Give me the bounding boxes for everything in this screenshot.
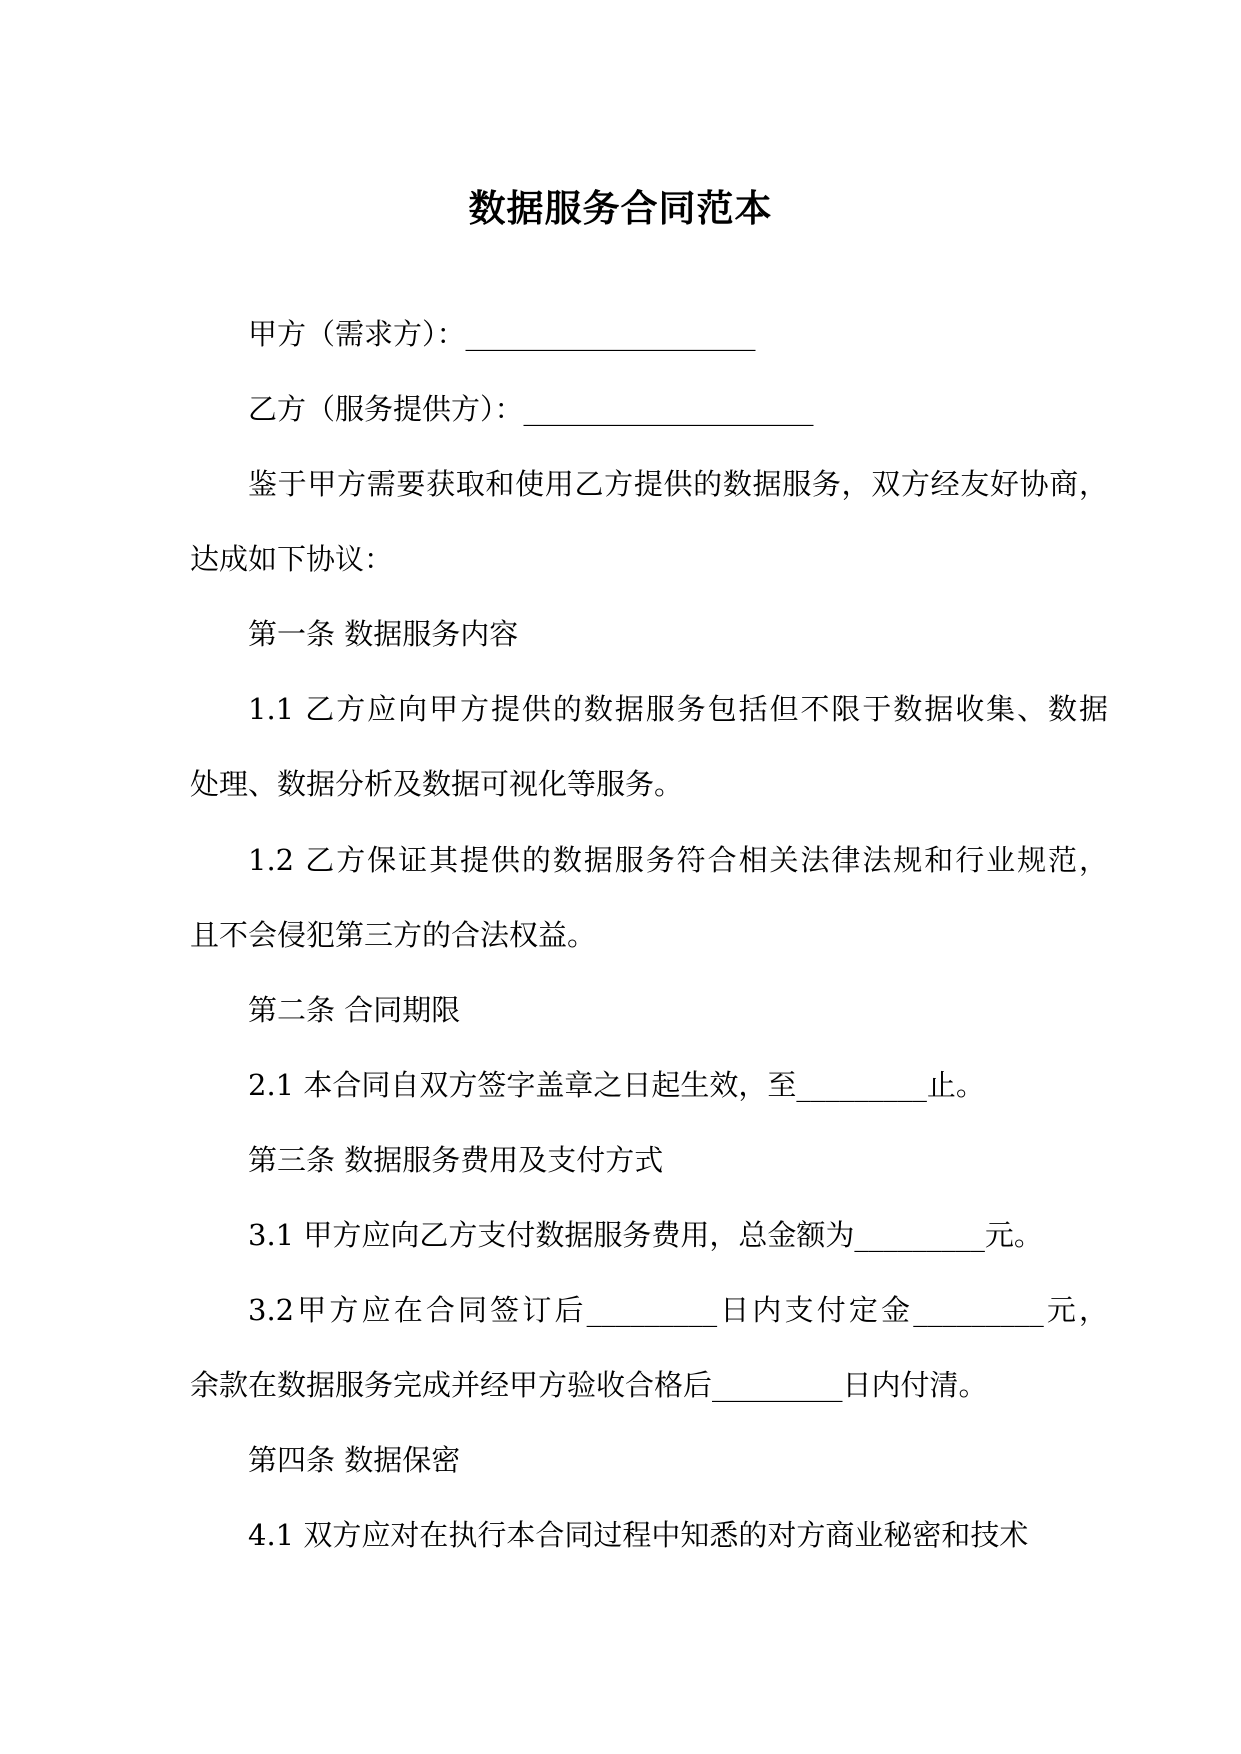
clause-1-2-line-1: 1.2 乙方保证其提供的数据服务符合相关法律法规和行业规范，	[248, 843, 1108, 877]
clause-1-1-line-1: 1.1 乙方应向甲方提供的数据服务包括但不限于数据收集、数据	[248, 692, 1108, 726]
clause-3-1: 3.1 甲方应向乙方支付数据服务费用，总金额为_________元。	[248, 1218, 1043, 1252]
document-title: 数据服务合同范本	[468, 186, 773, 230]
clause-2-1: 2.1 本合同自双方签字盖章之日起生效，至_________止。	[248, 1068, 985, 1102]
party-b-line: 乙方（服务提供方）：____________________	[248, 392, 814, 426]
article-3-heading: 第三条 数据服务费用及支付方式	[248, 1143, 664, 1177]
clause-1-2-line-2: 且不会侵犯第三方的合法权益。	[190, 918, 597, 952]
clause-4-1-line-1: 4.1 双方应对在执行本合同过程中知悉的对方商业秘密和技术	[248, 1518, 1029, 1552]
preamble-line-2: 达成如下协议：	[190, 542, 394, 576]
article-2-heading: 第二条 合同期限	[248, 993, 461, 1027]
article-1-heading: 第一条 数据服务内容	[248, 617, 519, 651]
party-a-line: 甲方（需求方）：____________________	[248, 317, 756, 351]
clause-3-2-line-2: 余款在数据服务完成并经甲方验收合格后_________日内付清。	[190, 1368, 988, 1402]
clause-3-2-line-1: 3.2甲方应在合同签订后_________日内支付定金_________元，	[248, 1293, 1108, 1327]
clause-1-1-line-2: 处理、数据分析及数据可视化等服务。	[190, 767, 684, 801]
article-4-heading: 第四条 数据保密	[248, 1443, 461, 1477]
preamble-line-1: 鉴于甲方需要获取和使用乙方提供的数据服务，双方经友好协商，	[248, 467, 1108, 501]
